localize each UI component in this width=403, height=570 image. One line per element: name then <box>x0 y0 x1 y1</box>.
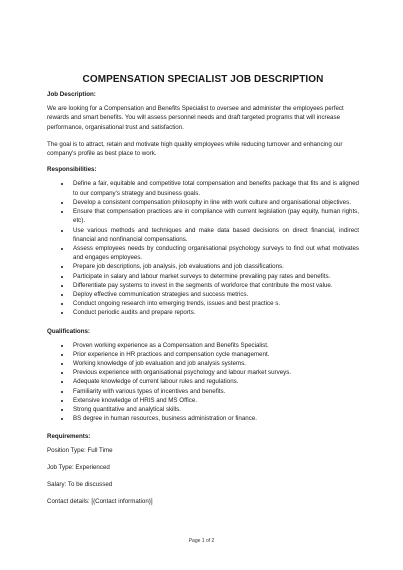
list-item: • Strong quantitative and analytical skills. <box>71 405 359 414</box>
responsibilities-list <box>47 179 359 317</box>
list-item: • Prepare job descriptions, job analysis, job evaluations and job classifications. <box>71 262 359 271</box>
qualifications-label: Qualifications: <box>47 327 90 335</box>
job-description-label: Job Description: <box>47 91 96 98</box>
page-number: Page 1 of 2 <box>188 538 215 544</box>
job-type-field: Job Type: Experienced <box>47 464 110 472</box>
list-item: • Deploy effective communication strategies and success metrics. <box>71 290 359 299</box>
contact-details-field: Contact details: [(Contact information)] <box>47 498 153 506</box>
requirements-label: Requirements: <box>47 433 91 441</box>
list-item: • Working knowledge of job evaluation and job analysis systems. <box>71 359 359 368</box>
list-item: • Define a fair, equitable and competitive total compensation and benefits package that fits and is aligned to our company's strategy and business goals. <box>71 179 359 197</box>
list-item: • Proven working experience as a Compensation and Benefits Specialist. <box>71 341 359 350</box>
list-item: • Extensive knowledge of HRIS and MS Office. <box>71 396 359 405</box>
list-item: • Conduct periodic audits and prepare reports. <box>71 308 359 317</box>
list-item: • Assess employees needs by conducting organisational psychology surveys to find out what motivates and engages employees. <box>71 244 359 262</box>
list-item: • Differentiate pay systems to invest in the segments of workforce that contribute the most value. <box>71 281 359 290</box>
position-type-field: Position Type: Full Time <box>47 447 113 455</box>
job-description-paragraph: The goal is to attract, retain and motivate high quality employees while reducing turnover and enhancing our company's profile as best place to work. <box>47 140 343 158</box>
document-title: COMPENSATION SPECIALIST JOB DESCRIPTION <box>82 74 324 85</box>
list-item: • Prior experience in HR practices and compensation cycle management. <box>71 350 359 359</box>
list-item: • Previous experience with organisational psychology and labour market surveys. <box>71 368 359 377</box>
qualifications-list <box>47 341 359 424</box>
salary-field: Salary: To be discussed <box>47 481 113 489</box>
job-description-paragraph: We are looking for a Compensation and Benefits Specialist to oversee and administer the employees perfect rewards and smart benefits. You will assess personnel needs and draft targeted programs that will increase performance, organisational trust and satisfaction. <box>47 105 344 131</box>
list-item: • Develop a consistent compensation philosophy in line with work culture and organisational objectives. <box>71 198 359 207</box>
list-item: • BS degree in human resources, business administration or finance. <box>71 414 359 423</box>
list-item: • Conduct ongoing research into emerging trends, issues and best practice s. <box>71 299 359 308</box>
list-item: • Participate in salary and labour market surveys to determine prevailing pay rates and benefits. <box>71 272 359 281</box>
list-item: • Ensure that compensation practices are in compliance with current legislation (pay equity, human rights, etc). <box>71 207 359 225</box>
responsibilities-label: Responsibilities: <box>47 166 97 174</box>
list-item: • Use various methods and techniques and make data based decisions on direct financial, indirect financial and nonfinancial compensations. <box>71 226 359 244</box>
list-item: • Familiarity with various types of incentives and benefits. <box>71 387 359 396</box>
list-item: • Adequate knowledge of current labour rules and regulations. <box>71 377 359 386</box>
